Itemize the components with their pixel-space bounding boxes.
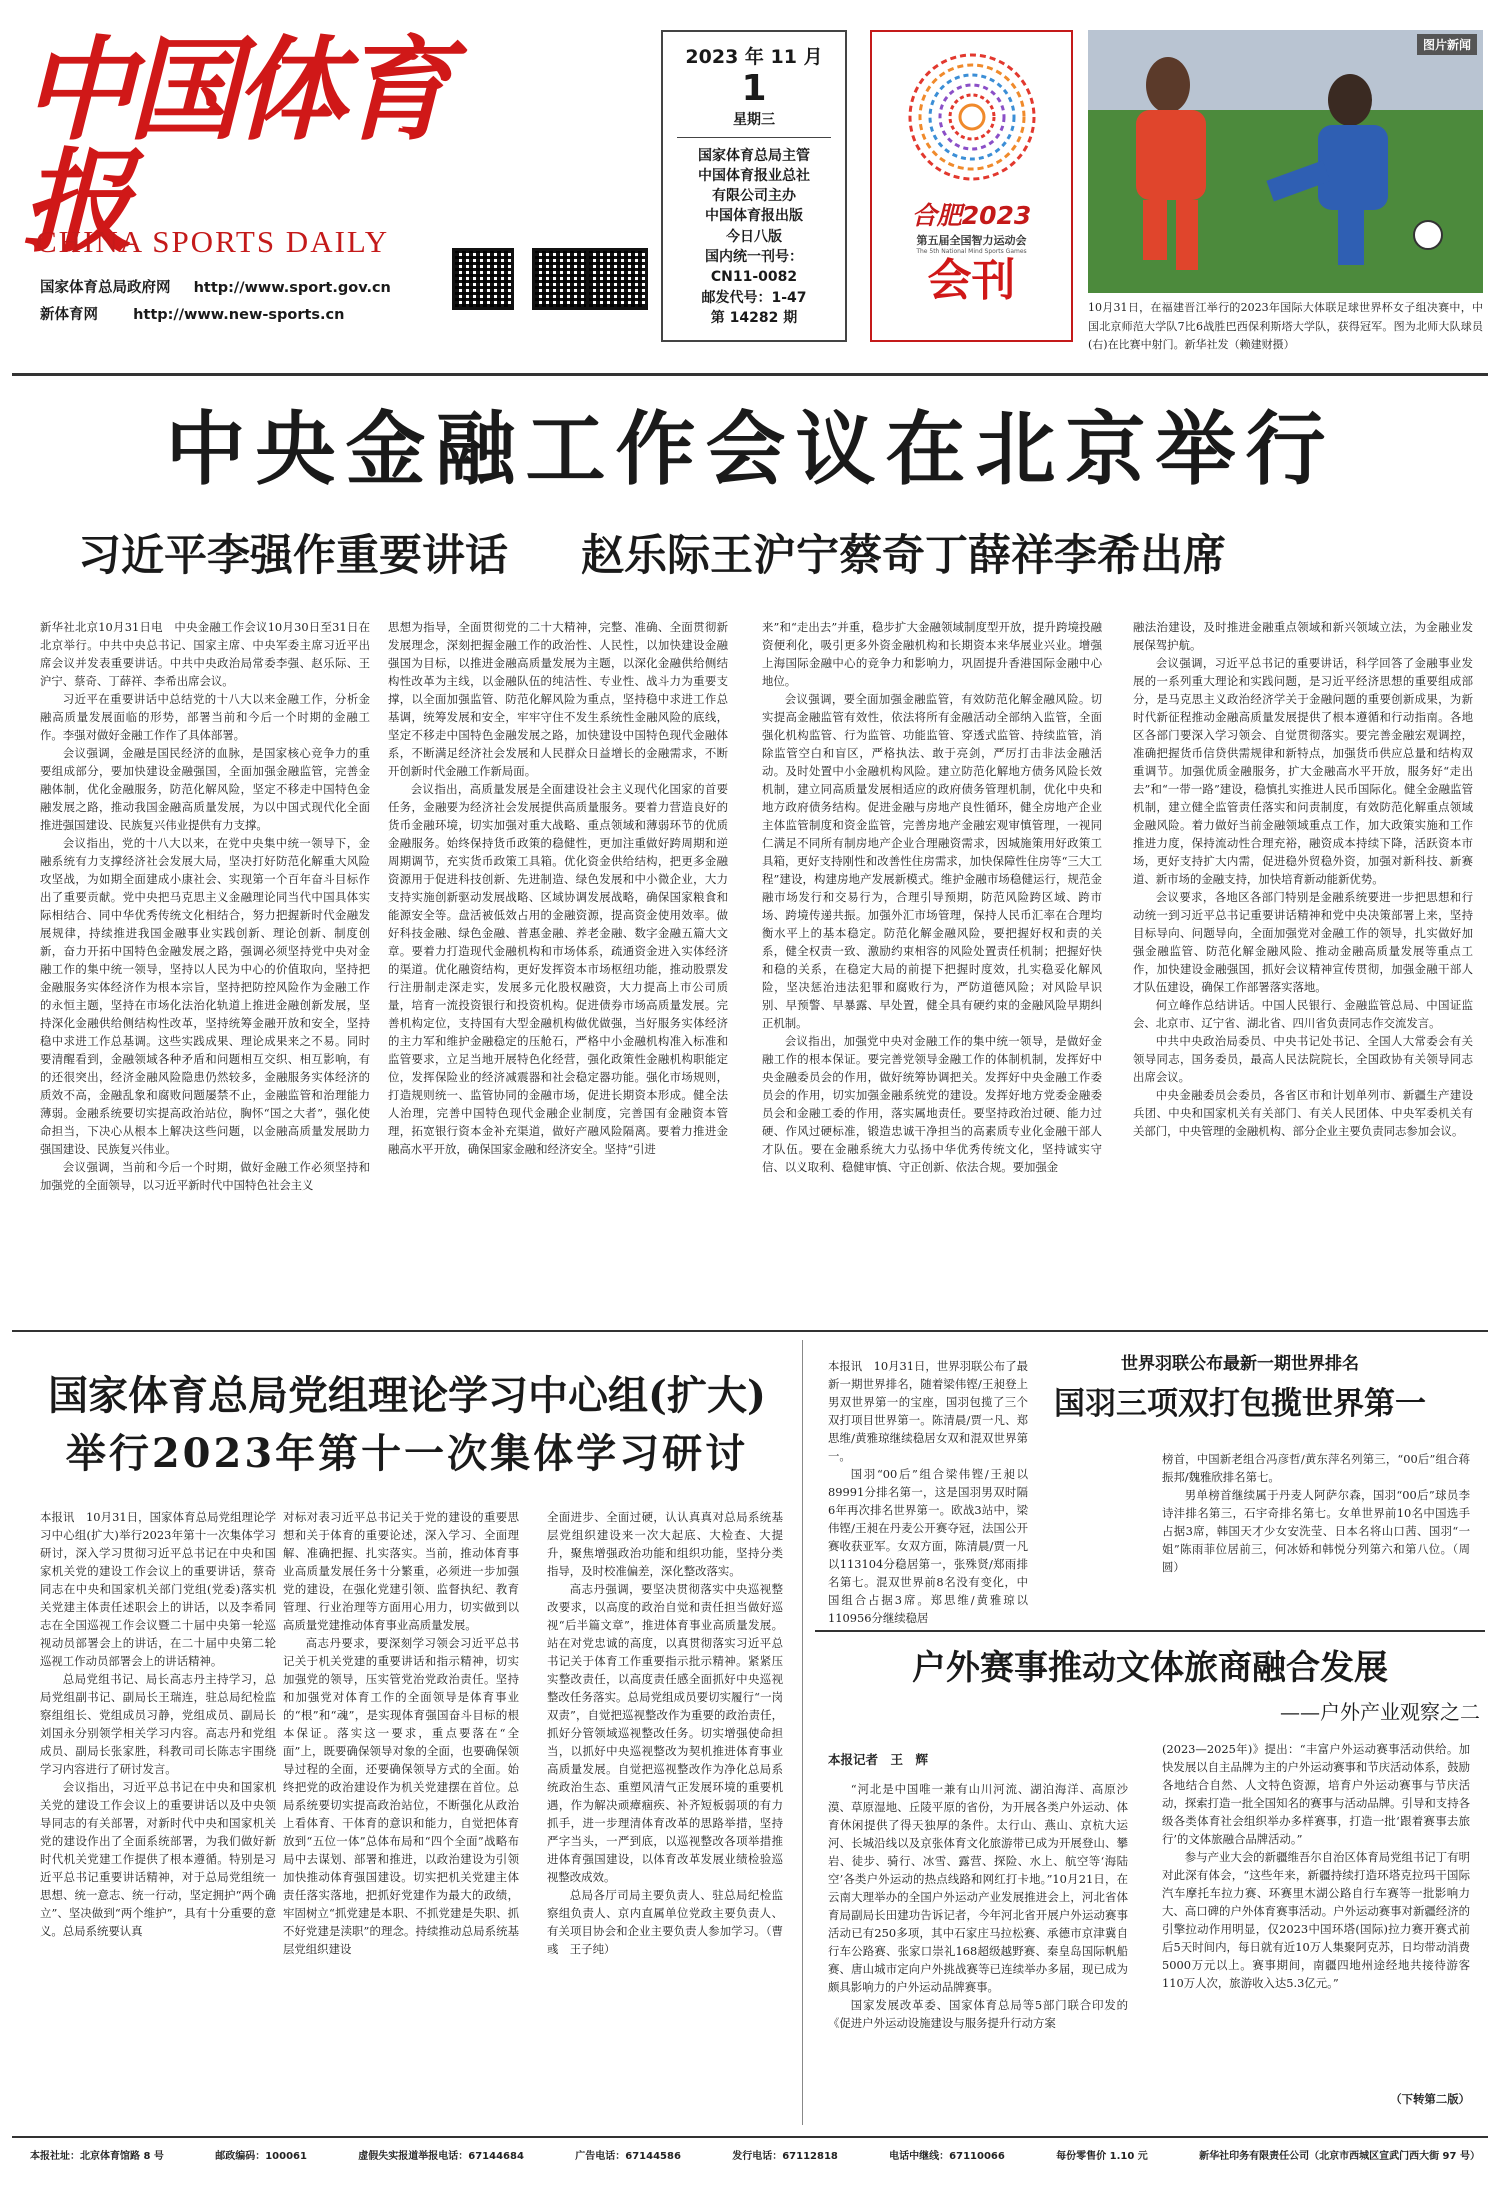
paragraph: 思想为指导，全面贯彻党的二十大精神，完整、准确、全面贯彻新发展理念，深刻把握金融工作的政治性、人民性，以加快建设金融强国为目标，以推进金融高质量发展为主题，以深化金融供给侧结构性改革为主线，以金融队伍的纯洁性、专业性、战斗力为重要支撑，以全面加强监管、防范化解风险为重点，坚持稳中求进工作总基调，统筹发展和安全，牢牢守住不发生系统性金融风险的底线，坚定不移走中国特色金融发展之路，加快建设中国特色现代金融体系，不断满足经济社会发展和人民群众日益增长的金融需求，不断开创新时代金融工作新局面。 bbox=[388, 620, 728, 779]
qr-code-2[interactable] bbox=[532, 248, 594, 310]
games-name: 第五届全国智力运动会 bbox=[916, 234, 1027, 247]
paragraph: 会议要求，各地区各部门特别是金融系统要进一步把思想和行动统一到习近平总书记重要讲话精神和党中央决策部署上来，坚持目标导向、问题导向，全面加强党对金融工作的领导，扎实做好加强金融监管、防范化解金融风险、推动金融高质量发展等重点工作，加快建设金融强国，抓好会议精神宣传贯彻，加强金融干部人才队伍建设，确保工作部署落实落地。 bbox=[1133, 890, 1473, 995]
paragraph: 参与产业大会的新疆维吾尔自治区体育局党组书记丁有明对此深有体会，“这些年来，新疆持续打造环塔克拉玛干国际汽车摩托车拉力赛、环赛里木湖公路自行车赛等一批影响力大、高口碑的户外体育赛事活动。户外运动赛事对新疆经济的引擎拉动作用明显，仅2023中国环塔(国际)拉力赛开赛式前后5天时间内，每日就有近10万人集聚阿克苏，日均带动消费5000万元以上。赛事期间，南疆四地州途经地共接待游客110万人次，旅游收入达5.3亿元。” bbox=[1162, 1850, 1470, 1991]
paragraph: (2023—2025年)》提出：“丰富户外运动赛事活动供给。加快发展以自主品牌为主的户外运动赛事和节庆活动体系，鼓励各地结合自然、人文特色资源，培育户外运动赛事与节庆活动，探索打造一批全国知名的赛事与活动品牌。引导和支持各级各类体育社会组织举办多样赛事，打造一批‘跟着赛事去旅行’的文体旅融合品牌活动。” bbox=[1162, 1742, 1470, 1847]
continued-notice: （下转第二版） bbox=[1390, 2092, 1470, 2106]
paragraph: 总局各厅司局主要负责人、驻总局纪检监察组负责人、京内直属单位党政主要负责人、有关项目协会和企业主要负责人参加学习。（曹彧 王子纯） bbox=[547, 1888, 783, 1957]
logo-english: CHINA SPORTS DAILY bbox=[36, 224, 390, 259]
footer-report-phone: 虚假失实报道举报电话：67144684 bbox=[358, 2151, 524, 2162]
paragraph: 本报讯 10月31日，世界羽联公布了最新一期世界排名，随着梁伟铿/王昶登上男双世界第一的宝座，国羽包揽了三个双打项目世界第一。陈清晨/贾一凡、郑思维/黄雅琼继续稳居女双和混双世界第一。 bbox=[828, 1359, 1028, 1464]
paragraph: 习近平在重要讲话中总结党的十八大以来金融工作，分析金融高质量发展面临的形势，部署当前和今后一个时期的金融工作。李强对做好金融工作作了具体部署。 bbox=[40, 692, 370, 743]
qr-code-3[interactable] bbox=[586, 248, 648, 310]
gov-site-link[interactable]: 国家体育总局政府网 http://www.sport.gov.cn bbox=[40, 280, 391, 296]
footer-distribution-phone: 发行电话：67112818 bbox=[732, 2151, 838, 2162]
games-name-en: The 5th National Mind Sports Games bbox=[916, 248, 1027, 255]
paragraph: 国家发展改革委、国家体育总局等5部门联合印发的《促进户外运动设施建设与服务提升行动方案 bbox=[828, 1998, 1128, 2031]
logo-text: 中国体育报 bbox=[22, 25, 446, 268]
paragraph: 本报讯 10月31日，国家体育总局党组理论学习中心组(扩大)举行2023年第十一次集体学习研讨，深入学习贯彻习近平总书记在中央和国家机关党的建设工作会议上的重要讲话，蔡奇同志在中央和国家机关部门党组(党委)落实机关党建主体责任述职会上的讲话，以及李希同志在全国巡视工作会议暨二十届中央第一轮巡视动员部署会上的讲话，在二十届中央第二轮巡视工作动员部署会上的讲话精神。 bbox=[40, 1510, 276, 1669]
qr-code-1[interactable] bbox=[452, 248, 514, 310]
outdoor-byline bbox=[828, 1750, 1128, 1772]
paragraph: 总局党组书记、局长高志丹主持学习，总局党组副书记、副局长王瑞连，驻总局纪检监察组组长、党组成员习静，党组成员、副局长刘国永分别领学相关学习内容。高志丹和党组成员、副局长张家胜，科教司司长陈志宇围绕学习内容进行了研讨发言。 bbox=[40, 1672, 276, 1777]
issue-date: 2023 年 11 月 bbox=[685, 46, 823, 68]
paragraph: 全面进步、全面过硬，认认真真对总局系统基层党组织建设来一次大起底、大检查、大提升，聚焦增强政治功能和组织功能，坚持分类指导，及时校准偏差，深化整改落实。 bbox=[547, 1510, 783, 1579]
section-rule bbox=[12, 1330, 1488, 1332]
footer-bar bbox=[30, 2147, 1480, 2162]
column-divider bbox=[802, 1340, 803, 2125]
photo-news-tag: 图片新闻 bbox=[1417, 34, 1477, 55]
photo-news-image[interactable] bbox=[1088, 30, 1483, 293]
paragraph: 会议指出，高质量发展是全面建设社会主义现代化国家的首要任务，金融要为经济社会发展提供高质量服务。要着力营造良好的货币金融环境，切实加强对重大战略、重点领域和薄弱环节的优质金融服务。始终保持货币政策的稳健性，更加注重做好跨周期和逆周期调节，充实货币政策工具箱。优化资金供给结构，把更多金融资源用于促进科技创新、先进制造、绿色发展和中小微企业，大力支持实施创新驱动发展战略、区域协调发展战略，确保国家粮食和能源安全等。盘活被低效占用的金融资源，提高资金使用效率。做好科技金融、绿色金融、普惠金融、养老金融、数字金融五篇大文章。要着力打造现代金融机构和市场体系，疏通资金进入实体经济的渠道。优化融资结构，更好发挥资本市场枢纽功能，推动股票发行注册制走深走实，发展多元化股权融资，大力提高上市公司质量，培育一流投资银行和投资机构。促进债券市场高质量发展。完善机构定位，支持国有大型金融机构做优做强，当好服务实体经济的主力军和维护金融稳定的压舱石，严格中小金融机构准入标准和监管要求，立足当地开展特色化经营，强化政策性金融机构职能定位，发挥保险业的经济减震器和社会稳定器功能。强化市场规则，打造规则统一、监管协同的金融市场，促进长期资本形成。健全法人治理，完善中国特色现代金融企业制度，完善国有金融资本管理，拓宽银行资本金补充渠道，做好产融风险隔离。要着力推进金融高水平开放，确保国家金融和经济安全。坚持“引进 bbox=[388, 782, 728, 1157]
badminton-headline: 国羽三项双打包揽世界第一 bbox=[1054, 1386, 1426, 1422]
footer-price: 每份零售价 1.10 元 bbox=[1056, 2151, 1148, 2162]
paragraph: 会议强调，习近平总书记的重要讲话，科学回答了金融事业发展的一系列重大理论和实践问题，是习近平经济思想的重要组成部分，是马克思主义政治经济学关于金融问题的重要创新成果，为新时代新征程推动金融高质量发展提供了根本遵循和行动指南。各地区各部门要深入学习领会、自觉贯彻落实。要完善金融宏观调控，准确把握货币信贷供需规律和新特点，加强货币供应总量和结构双重调节。加强优质金融服务，扩大金融高水平开放，服务好“走出去”和“一带一路”建设，稳慎扎实推进人民币国际化。健全金融监管机制，建立健全监管责任落实和问责制度，有效防范化解重点领域金融风险。着力做好当前金融领域重点工作，加大政策实施和工作推进力度，保持流动性合理充裕，融资成本持续下降，活跃资本市场，更好支持扩大内需，促进稳外贸稳外资，加强对新科技、新赛道、新市场的金融支持，加快培育新动能新优势。 bbox=[1133, 656, 1473, 887]
footer-printer: 新华社印务有限责任公司（北京市西城区宣武门西大街 97 号） bbox=[1199, 2151, 1480, 2162]
study-column-2 bbox=[283, 1508, 519, 2120]
lead-subheadline: 习近平李强作重要讲话 赵乐际王沪宁蔡奇丁薛祥李希出席 bbox=[78, 531, 1226, 581]
paragraph: 会议强调，当前和今后一个时期，做好金融工作必须坚持和加强党的全面领导，以习近平新时代中国特色社会主义 bbox=[40, 1160, 370, 1193]
study-column-3 bbox=[547, 1508, 783, 2120]
masthead-rule bbox=[12, 373, 1488, 376]
footer-rule bbox=[12, 2136, 1488, 2138]
paragraph: 会议指出，党的十八大以来，在党中央集中统一领导下，金融系统有力支撑经济社会发展大局，坚决打好防范化解重大风险攻坚战，为如期全面建成小康社会、实现第一个百年奋斗目标作出了重要贡献。党中央把马克思主义金融理论同当代中国具体实际相结合、同中华优秀传统文化相结合，努力把握新时代金融发展规律，持续推进我国金融事业实践创新、理论创新、制度创新，奋力开拓中国特色金融发展之路，强调必须坚持党中央对金融工作的集中统一领导，坚持以人民为中心的价值取向，坚持把金融服务实体经济作为根本宗旨，坚持把防控风险作为金融工作的永恒主题，坚持在市场化法治化轨道上推进金融创新发展，坚持深化金融供给侧结构性改革，坚持统筹金融开放和安全，坚持稳中求进工作总基调。这些实践成果、理论成果来之不易。同时要清醒看到，金融领域各种矛盾和问题相互交织、相互影响，有的还很突出，经济金融风险隐患仍然较多，金融服务实体经济的质效不高，金融乱象和腐败问题屡禁不止，金融监管和治理能力薄弱。金融系统要切实提高政治站位，胸怀“国之大者”，强化使命担当，下决心从根本上解决这些问题，以金融高质量发展助力强国建设、民族复兴伟业。 bbox=[40, 836, 370, 1157]
paragraph: 融法治建设，及时推进金融重点领域和新兴领域立法，为金融业发展保驾护航。 bbox=[1133, 620, 1473, 653]
issuer-line: 国内统一刊号： bbox=[705, 249, 803, 266]
outdoor-column-2 bbox=[1162, 1740, 1470, 2080]
lead-column-2 bbox=[388, 618, 728, 1318]
lead-column-1 bbox=[40, 618, 370, 1318]
paragraph: 对标对表习近平总书记关于党的建设的重要思想和关于体育的重要论述，深入学习、全面理解、准确把握、扎实落实。当前，推动体育事业高质量发展任务十分繁重，必须进一步加强党的建设，在强化党建引领、监督执纪、教育管理、行业治理等方面用心用力，切实做到以高质量党建推动体育事业高质量发展。 bbox=[283, 1510, 519, 1633]
issuer-line: 中国体育报业总社 bbox=[698, 167, 810, 184]
paragraph: 会议强调，金融是国民经济的血脉，是国家核心竞争力的重要组成部分，要加快建设金融强国，全面加强金融监管，完善金融体制，优化金融服务，防范化解风险，坚定不移走中国特色金融发展之路，推动我国金融高质量发展，为以中国式现代化全面推进强国建设、民族复兴伟业提供有力支撑。 bbox=[40, 746, 370, 833]
photo-news-caption: 10月31日，在福建晋江举行的2023年国际大体联足球世界杯女子组决赛中，中国北京师范大学队7比6战胜巴西保利斯塔大学队，获得冠军。图为北师大队球员(右)在比赛中射门。新华社发（赖建财摄） bbox=[1088, 301, 1483, 352]
issuer-line: 中国体育报出版 bbox=[705, 208, 803, 225]
paragraph: 高志丹要求，要深刻学习领会习近平总书记关于机关党建的重要讲话和指示精神，切实加强党的领导，压实管党治党政治责任。坚持和加强党对体育工作的全面领导是体育事业的“根”和“魂”，是实现体育强国奋斗目标的根本保证。落实这一要求，重点要落在“全面”上，既要确保领导对象的全面，也要确保领导过程的全面，还要确保领导方式的全面。始终把党的政治建设作为机关党建摆在首位。总局系统要切实提高政治站位，不断强化从政治上看体育、干体育的意识和能力，自觉把体育放到“五位一体”总体布局和“四个全面”战略布局中去谋划、部署和推进，以政治建设为引领加快推动体育强国建设。切实把机关党建主体责任落实落地，把抓好党建作为最大的政绩，牢固树立“抓党建是本职、不抓党建是失职、抓不好党建是渎职”的理念。持续推动总局系统基层党组织建设 bbox=[283, 1636, 519, 1957]
games-label: 会刊 bbox=[927, 255, 1016, 306]
footer-main-phone: 电话中继线：67110066 bbox=[889, 2151, 1005, 2162]
paragraph: 会议指出，加强党中央对金融工作的集中统一领导，是做好金融工作的根本保证。要完善党领导金融工作的体制机制，发挥好中央金融委员会的作用，做好统筹协调把关。发挥好中央金融工作委员会的作用，切实加强金融系统党的建设。发挥好地方党委金融委员会和金融工委的作用，落实属地责任。要坚持政治过硬、能力过硬、作风过硬标准，锻造忠诚干净担当的高素质专业化金融干部人才队伍。要在金融系统大力弘扬中华优秀传统文化，坚持诚实守信、以义取利、稳健审慎、守正创新、依法合规。要加强金 bbox=[762, 1034, 1102, 1175]
paragraph: 中央金融委员会委员，各省区市和计划单列市、新疆生产建设兵团、中央和国家机关有关部门、有关人民团体、中央军委机关有关部门，中央管理的金融机构、部分企业主要负责同志参加会议。 bbox=[1133, 1088, 1473, 1139]
footer-address: 本报社址：北京体育馆路 8 号 bbox=[30, 2151, 164, 2162]
badminton-kicker: 世界羽联公布最新一期世界排名 bbox=[1121, 1354, 1359, 1374]
issue-weekday: 星期三 bbox=[733, 111, 775, 128]
outdoor-column-1 bbox=[828, 1780, 1128, 2120]
study-column-1 bbox=[40, 1508, 276, 2120]
paragraph: “河北是中国唯一兼有山川河流、湖泊海洋、高原沙漠、草原湿地、丘陵平原的省份，为开展各类户外运动、体育休闲提供了得天独厚的条件。太行山、燕山、京杭大运河、长城沿线以及京张体育文化旅游带已成为开展登山、攀岩、徒步、骑行、冰雪、露营、探险、水上、航空等‘海陆空’各类户外运动的热点线路和网红打卡地。”10月21日，在云南大理举办的全国户外运动产业发展推进会上，河北省体育局副局长田建功告诉记者，今年河北省开展户外运动赛事活动已有250多项，其中石家庄马拉松赛、承德市京津冀自行车公路赛、张家口崇礼168超级越野赛、秦皇岛国际帆船赛、唐山城市定向户外挑战赛等已连续举办多届，现已成为颇具影响力的户外运动品牌赛事。 bbox=[828, 1782, 1128, 1995]
outdoor-subheadline: ——户外产业观察之二 bbox=[1280, 1700, 1480, 1724]
outdoor-headline: 户外赛事推动文体旅商融合发展 bbox=[912, 1648, 1388, 1688]
lead-column-3 bbox=[762, 618, 1102, 1318]
lead-headline: 中央金融工作会议在北京举行 bbox=[165, 403, 1336, 496]
issue-info-box bbox=[661, 30, 847, 342]
issuer-line: 今日八版 bbox=[726, 228, 782, 245]
paragraph: 新华社北京10月31日电 中央金融工作会议10月30日至31日在北京举行。中共中央总书记、国家主席、中央军委主席习近平出席会议并发表重要讲话。中共中央政治局常委李强、赵乐际、王沪宁、蔡奇、丁薛祥、李希出席会议。 bbox=[40, 620, 370, 689]
footer-postcode: 邮政编码：100061 bbox=[215, 2151, 307, 2162]
soccer-photo-icon bbox=[1088, 30, 1483, 293]
paragraph: 高志丹强调，要坚决贯彻落实中央巡视整改要求，以高度的政治自觉和责任担当做好巡视“后半篇文章”，推进体育事业高质量发展。站在对党忠诚的高度，以真贯彻落实习近平总书记关于体育工作重要指示批示精神。紧紧压实整改责任，以高度责任感全面抓好中央巡视整改任务落实。总局党组成员要切实履行“一岗双责”，自觉把巡视整改作为重要的政治责任，抓好分管领域巡视整改任务。切实增强使命担当，以抓好中央巡视整改为契机推进体育事业高质量发展。自觉把巡视整改作为净化总局系统政治生态、重塑风清气正发展环境的重要机遇，作为解决顽瘴痼疾、补齐短板弱项的有力抓手，进一步理清体育改革的思路举措，坚持严字当头，一严到底，以巡视整改各项举措推进体育强国建设，以体育改革发展业绩检验巡视整改成效。 bbox=[547, 1582, 783, 1885]
paragraph: 男单榜首继续属于丹麦人阿萨尔森，国羽“00后”球员李诗沣排名第三，石宇奇排名第七。女单世界前10名中国选手占据3席，韩国天才少女安洗莹、日本名将山口茜、国羽“一姐”陈雨菲位居前三，何冰娇和韩悦分列第六和第八位。（周 圆） bbox=[1162, 1488, 1482, 1575]
footer-ad-phone: 广告电话：67144586 bbox=[575, 2151, 681, 2162]
games-city: 合肥2023 bbox=[911, 201, 1032, 230]
section-rule bbox=[815, 1630, 1485, 1632]
new-site-link[interactable]: 新体育网 http://www.new-sports.cn bbox=[40, 307, 345, 323]
games-emblem-box bbox=[870, 30, 1073, 342]
issuer-line: 有限公司主办 bbox=[712, 188, 796, 205]
issuer-line: CN11-0082 bbox=[710, 269, 798, 286]
paragraph: 中共中央政治局委员、中央书记处书记、全国人大常委会有关领导同志，国务委员，最高人民法院院长，全国政协有关领导同志出席会议。 bbox=[1133, 1034, 1473, 1085]
paragraph: 来”和“走出去”并重，稳步扩大金融领域制度型开放，提升跨境投融资便利化，吸引更多外资金融机构和长期资本来华展业兴业。增强上海国际金融中心的竞争力和影响力，巩固提升香港国际金融中心地位。 bbox=[762, 620, 1102, 689]
reporter-name: 本报记者 王 辉 bbox=[828, 1752, 929, 1767]
study-headline-2: 举行2023年第十一次集体学习研讨 bbox=[65, 1430, 749, 1477]
study-headline-1: 国家体育总局党组理论学习中心组(扩大) bbox=[48, 1372, 766, 1419]
games-emblem-icon bbox=[887, 42, 1057, 192]
paragraph: 会议强调，要全面加强金融监管，有效防范化解金融风险。切实提高金融监管有效性，依法将所有金融活动全部纳入监管，全面强化机构监管、行为监管、功能监管、穿透式监管、持续监管，消除监管空白和盲区，严格执法、敢于亮剑，严厉打击非法金融活动。及时处置中小金融机构风险。建立防范化解地方债务风险长效机制，建立同高质量发展相适应的政府债务管理机制，优化中央和地方政府债务结构。促进金融与房地产良性循环，健全房地产企业主体监管制度和资金监管，完善房地产金融宏观审慎管理，一视同仁满足不同所有制房地产企业合理融资需求，因城施策用好政策工具箱，更好支持刚性和改善性住房需求，加快保障性住房等“三大工程”建设，构建房地产发展新模式。维护金融市场稳健运行，规范金融市场发行和交易行为，合理引导预期，防范风险跨区域、跨市场、跨境传递共振。加强外汇市场管理，保持人民币汇率在合理均衡水平上的基本稳定。防范化解金融风险，要把握好权和责的关系，健全权责一致、激励约束相容的风险处置责任机制；把握好快和稳的关系，在稳定大局的前提下把握时度效，扎实稳妥化解风险，坚决惩治违法犯罪和腐败行为，严防道德风险；对风险早识别、早预警、早暴露、早处置，健全具有硬约束的金融风险早期纠正机制。 bbox=[762, 692, 1102, 1031]
issuer-line: 第 14282 期 bbox=[710, 309, 798, 326]
issuer-line: 邮发代号：1-47 bbox=[701, 289, 807, 306]
badminton-column-2 bbox=[1162, 1450, 1482, 1630]
paragraph: 会议指出，习近平总书记在中央和国家机关党的建设工作会议上的重要讲话以及中央领导同志的有关部署，对新时代中央和国家机关党的建设作出了全面系统部署，为我们做好新时代机关党建工作提供了根本遵循。特别是习近平总书记重要讲话精神，对于总局党组统一思想、统一意志、统一行动，坚定拥护“两个确立”、坚决做到“两个维护”，具有十分重要的意义。总局系统要认真 bbox=[40, 1780, 276, 1939]
divider bbox=[677, 137, 831, 138]
paragraph: 榜首，中国新老组合冯彦哲/黄东萍名列第三，“00后”组合蒋振邦/魏雅欣排名第七。 bbox=[1162, 1452, 1470, 1485]
paragraph: 国羽“00后”组合梁伟铿/王昶以89991分排名第一，这是国羽男双时隔6年再次排名世界第一。欧战3站中，梁伟铿/王昶在丹麦公开赛夺冠，法国公开赛收获亚军。女双方面，陈清晨/贾一凡以113104分稳居第一，张殊贤/郑雨排名第七。混双世界前8名没有变化，中国组合占据3席。郑思维/黄雅琼以110956分继续稳居 bbox=[828, 1467, 1028, 1626]
lead-column-4 bbox=[1133, 618, 1473, 1318]
issuer-line: 国家体育总局主管 bbox=[698, 147, 810, 164]
paragraph: 何立峰作总结讲话。中国人民银行、金融监管总局、中国证监会、北京市、辽宁省、湖北省、四川省负责同志作交流发言。 bbox=[1133, 998, 1473, 1031]
badminton-column-1 bbox=[828, 1357, 1028, 1627]
issue-day: 1 bbox=[741, 68, 767, 109]
